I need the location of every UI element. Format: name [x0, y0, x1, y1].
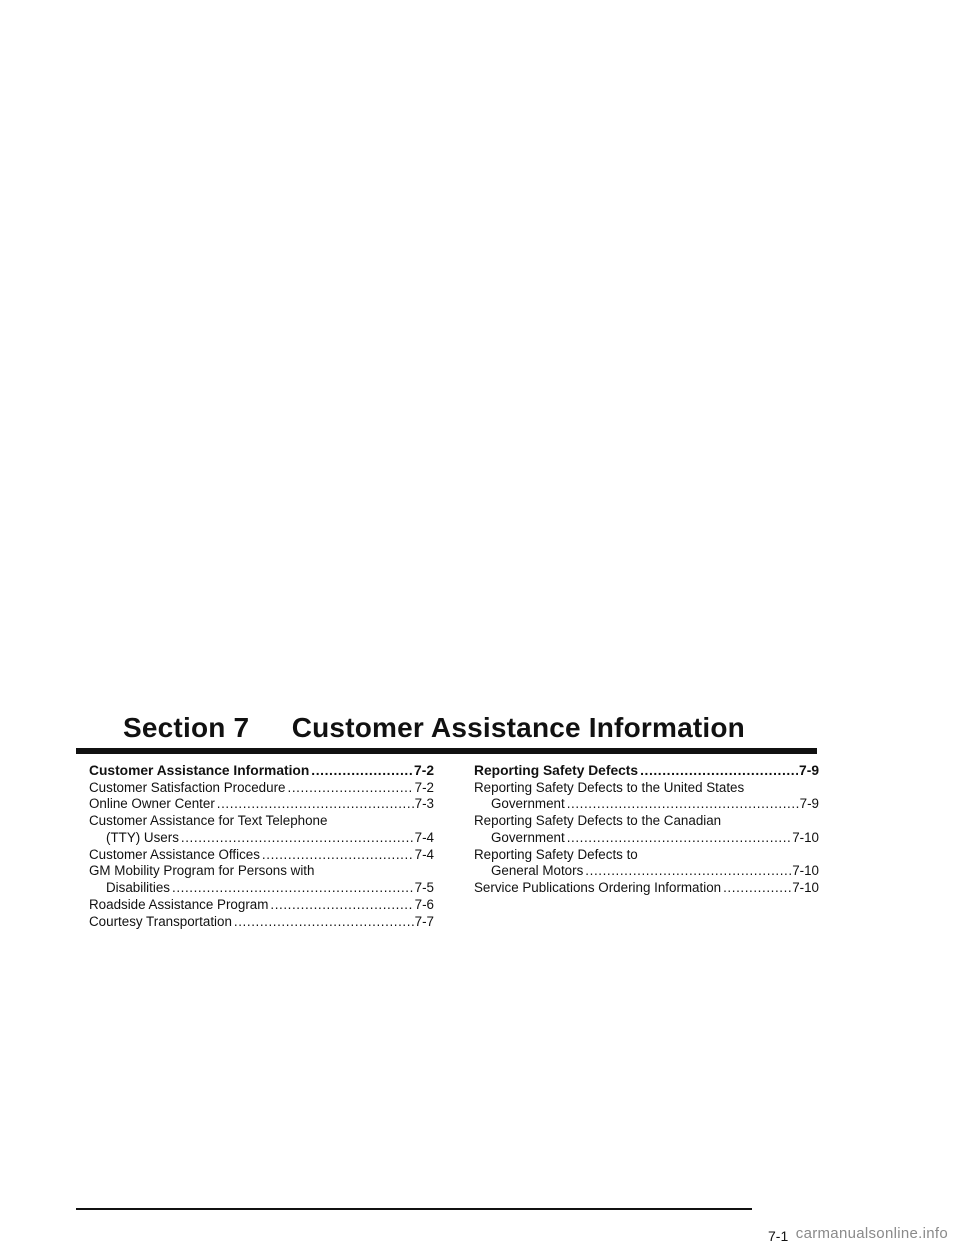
- section-title: Section 7 Customer Assistance Information: [123, 712, 745, 743]
- toc-entry-label: Roadside Assistance Program: [89, 897, 269, 913]
- watermark: carmanualsonline.info: [795, 1225, 948, 1242]
- toc-entry: [474, 780, 819, 797]
- toc-entry-label: (TTY) Users: [106, 829, 179, 845]
- toc-entry-page: 7-4: [414, 846, 434, 862]
- toc-entry-page: 7-9: [799, 796, 819, 812]
- toc-entry-page: 7-3: [414, 796, 434, 812]
- toc-entry: [89, 813, 434, 830]
- toc-entry-page: 7-6: [414, 897, 434, 913]
- toc-entry[interactable]: [474, 880, 819, 897]
- toc-entry-label: Customer Assistance Information: [89, 763, 310, 778]
- toc-entry-page: 7-10: [792, 863, 819, 879]
- toc-dot-leader: [181, 830, 414, 847]
- toc-dot-leader: [288, 780, 414, 797]
- toc-entry-label: Reporting Safety Defects to the Canadian: [474, 813, 722, 829]
- toc-entry-page: 7-7: [414, 913, 434, 929]
- toc-dot-leader: [262, 847, 414, 864]
- toc-entry-page: 7-10: [792, 880, 819, 896]
- toc-entry[interactable]: [89, 847, 434, 864]
- toc-entry[interactable]: [89, 897, 434, 914]
- toc-entry-label: Customer Assistance for Text Telephone: [89, 813, 328, 829]
- toc-dot-leader: [585, 863, 791, 880]
- toc-entry[interactable]: [474, 863, 819, 880]
- toc-entry: [474, 813, 819, 830]
- title-divider: [76, 748, 817, 754]
- toc-entry[interactable]: [89, 830, 434, 847]
- footer-divider: [76, 1208, 752, 1210]
- toc-entry-label: General Motors: [491, 863, 584, 879]
- toc-entry[interactable]: [89, 914, 434, 931]
- toc-entry-page: 7-4: [414, 829, 434, 845]
- toc-entry-label: Reporting Safety Defects to: [474, 846, 638, 862]
- toc-entry-label: Government: [491, 829, 565, 845]
- toc-entry-page: 7-2: [414, 779, 434, 795]
- toc-entry-label: Reporting Safety Defects: [474, 763, 639, 778]
- toc-dot-leader: [217, 796, 414, 813]
- toc-dot-leader: [567, 796, 799, 813]
- toc-entry-label: Reporting Safety Defects to the United States: [474, 779, 745, 795]
- toc-column-right: [474, 762, 819, 897]
- toc-entry[interactable]: [89, 796, 434, 813]
- toc-entry-label: Online Owner Center: [89, 796, 215, 812]
- toc-column-left: [89, 762, 434, 931]
- toc-entry-label: Service Publications Ordering Information: [474, 880, 722, 896]
- toc-dot-leader: [172, 880, 414, 897]
- toc-heading[interactable]: [89, 762, 434, 780]
- toc-entry-label: Customer Satisfaction Procedure: [89, 779, 286, 795]
- toc-entry-label: Courtesy Transportation: [89, 913, 232, 929]
- toc-entry-page: 7-5: [414, 880, 434, 896]
- toc-entry-page: 7-10: [792, 829, 819, 845]
- toc-heading[interactable]: [474, 762, 819, 780]
- page-number: 7-1: [768, 1228, 789, 1244]
- toc-entry[interactable]: [474, 830, 819, 847]
- toc-entry-page: 7-9: [799, 763, 819, 778]
- toc-entry[interactable]: [89, 880, 434, 897]
- toc-entry[interactable]: [89, 780, 434, 797]
- toc-dot-leader: [270, 897, 413, 914]
- toc-entry: [89, 863, 434, 880]
- toc-dot-leader: [723, 880, 791, 897]
- toc-dot-leader: [640, 762, 798, 780]
- toc-entry-label: Customer Assistance Offices: [89, 846, 260, 862]
- toc-entry: [474, 847, 819, 864]
- toc-dot-leader: [567, 830, 792, 847]
- toc-entry-label: Government: [491, 796, 565, 812]
- toc-entry-label: Disabilities: [106, 880, 170, 896]
- toc-entry[interactable]: [474, 796, 819, 813]
- toc-dot-leader: [234, 914, 414, 931]
- toc-dot-leader: [311, 762, 413, 780]
- toc-entry-label: GM Mobility Program for Persons with: [89, 863, 315, 879]
- toc-entry-page: 7-2: [414, 763, 434, 778]
